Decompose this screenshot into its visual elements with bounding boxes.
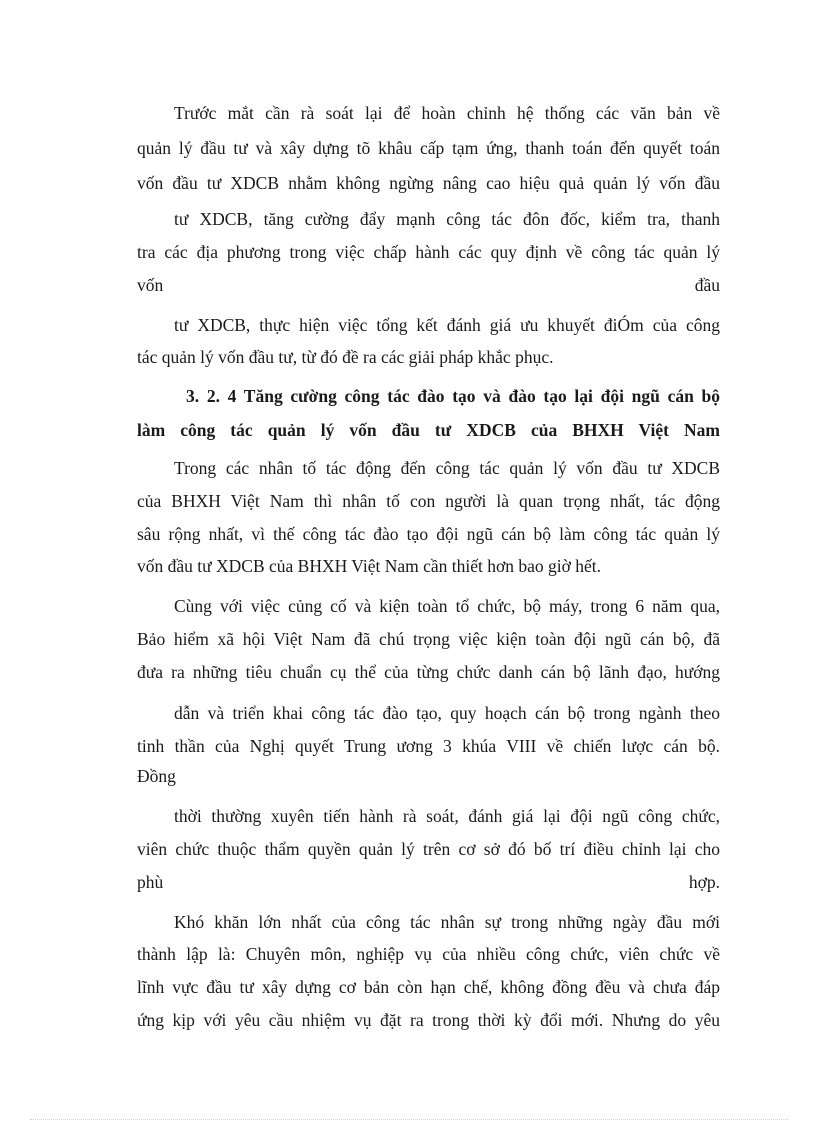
page-bottom-rule	[30, 1119, 788, 1120]
text-line: đưa ra những tiêu chuẩn cụ thể của từng chức danh cán bộ lãnh đạo, hướng	[137, 662, 720, 682]
text-line: tra các địa phương trong việc chấp hành các quy định về công tác quản lý	[137, 242, 720, 262]
text-line: sâu rộng nhất, vì thế công tác đào tạo đội ngũ cán bộ làm công tác quản lý	[137, 524, 720, 544]
text-line: của BHXH Việt Nam thì nhân tố con người là quan trọng nhất, tác động	[137, 491, 720, 511]
text-line: Trong các nhân tố tác động đến công tác quản lý vốn đầu tư XDCB	[174, 458, 720, 478]
text-line: lĩnh vực đầu tư xây dựng cơ bản còn hạn chế, không đồng đều và chưa đáp	[137, 977, 720, 997]
text-line: thành lập là: Chuyên môn, nghiệp vụ của nhiều công chức, viên chức về	[137, 944, 720, 964]
text-line: ứng kịp với yêu cầu nhiệm vụ đặt ra trong thời kỳ đổi mới. Nhưng do yêu	[137, 1010, 720, 1030]
text-line: vốn đầu	[137, 275, 720, 295]
text-line: tư XDCB, thực hiện việc tổng kết đánh giá ưu khuyết điÓm của công	[174, 315, 720, 335]
text-line: tư XDCB, tăng cường đẩy mạnh công tác đôn đốc, kiểm tra, thanh	[174, 209, 720, 229]
section-heading: 3. 2. 4 Tăng cường công tác đào tạo và đào tạo lại đội ngũ cán bộ	[186, 386, 720, 406]
text-line: Cùng với việc củng cố và kiện toàn tổ chức, bộ máy, trong 6 năm qua,	[174, 596, 720, 616]
text-line: thời thường xuyên tiến hành rà soát, đánh giá lại đội ngũ công chức,	[174, 806, 720, 826]
text-line: vốn đầu tư XDCB của BHXH Việt Nam cần thiết hơn bao giờ hết.	[137, 556, 602, 576]
text-line: Trước mắt cần rà soát lại để hoàn chỉnh hệ thống các văn bản về	[174, 103, 720, 123]
section-heading: làm công tác quản lý vốn đầu tư XDCB của BHXH Việt Nam	[137, 420, 720, 440]
text-line: Bảo hiểm xã hội Việt Nam đã chú trọng việc kiện toàn đội ngũ cán bộ, đã	[137, 629, 720, 649]
text-line: Khó khăn lớn nhất của công tác nhân sự trong những ngày đầu mới	[174, 912, 720, 932]
text-line: tác quản lý vốn đầu tư, từ đó đề ra các giải pháp khắc phục.	[137, 347, 554, 367]
text-line: vốn đầu tư XDCB nhằm không ngừng nâng cao hiệu quả quản lý vốn đầu	[137, 173, 720, 193]
text-line: dẫn và triển khai công tác đào tạo, quy hoạch cán bộ trong ngành theo	[174, 703, 720, 723]
text-line: viên chức thuộc thẩm quyền quản lý trên cơ sở đó bố trí điều chỉnh lại cho	[137, 839, 720, 859]
text-line: phù hợp.	[137, 872, 720, 892]
text-line: quản lý đầu tư và xây dựng tõ khâu cấp tạm ứng, thanh toán đến quyết toán	[137, 138, 720, 158]
text-line: tinh thần của Nghị quyết Trung ương 3 khúa VIII về chiến lược cán bộ.	[137, 736, 720, 756]
text-line: Đồng	[137, 766, 176, 786]
